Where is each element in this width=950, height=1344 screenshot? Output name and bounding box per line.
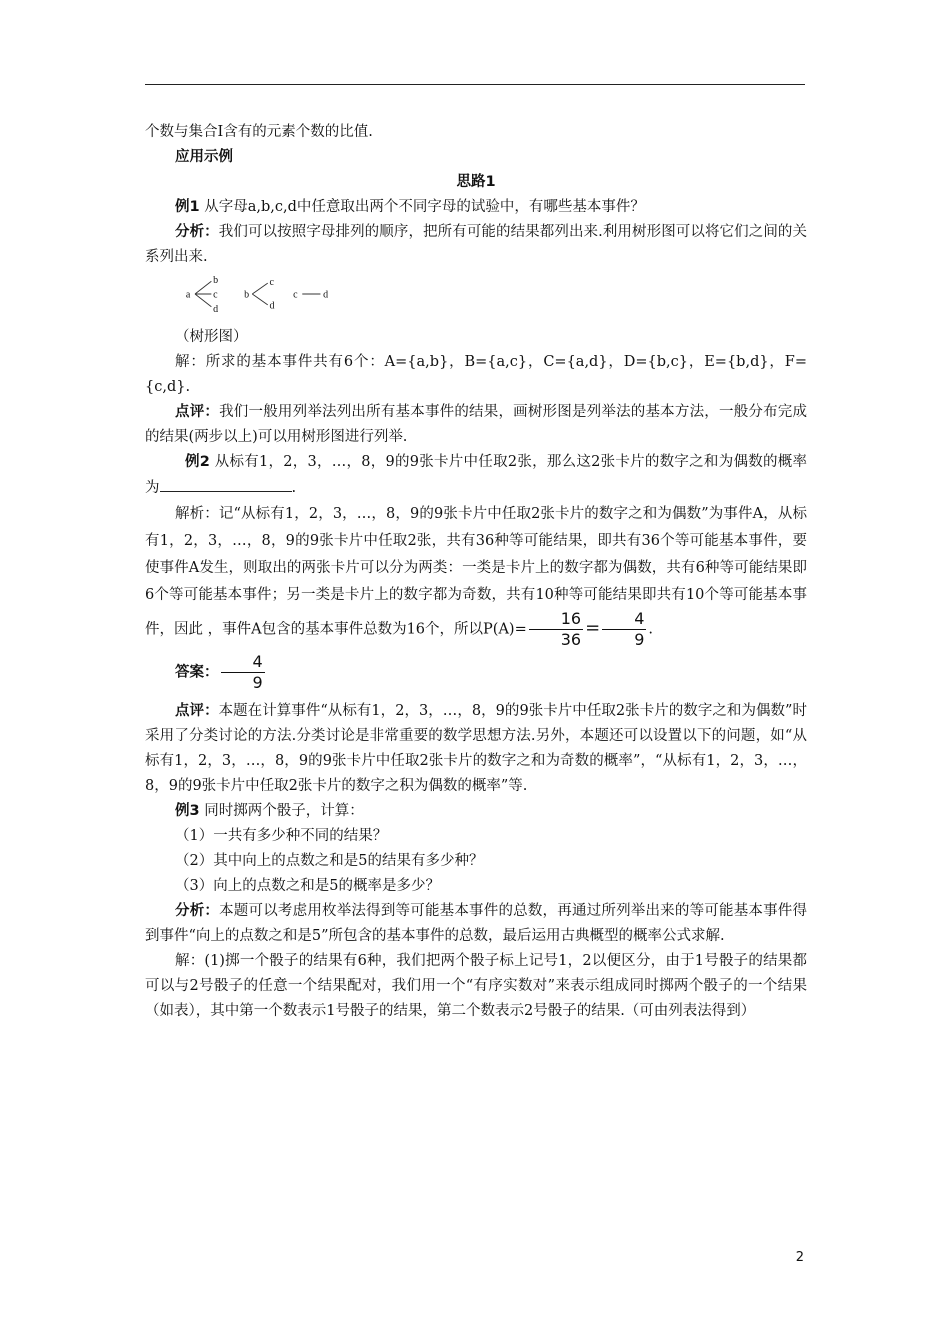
tree-diagram xyxy=(175,274,375,314)
example3-analysis-paragraph xyxy=(145,899,807,949)
example2-solution-end: . xyxy=(648,621,653,638)
example3-solution: 解：(1)掷一个骰子的结果有6种，我们把两个骰子标上记号1，2以便区分，由于1号骰子的结果都可以与2号骰子的任意一个结果配对，我们用一个“有序实数对”来表示组成同时掷两个骰子的一个结果（如表），其中第一个数表示1号骰子的结果，第二个数表示2号骰子的结果.（可由列表法得到） xyxy=(145,953,807,1019)
tree-node: a xyxy=(185,289,191,301)
example1-comment-label: 点评： xyxy=(175,404,220,420)
example1-comment: 我们一般用列举法列出所有基本事件的结果，画树形图是列举法的基本方法，一般分布完成的结果(两步以上)可以用树形图进行列举. xyxy=(145,404,807,445)
tree-node: d xyxy=(213,304,219,314)
example1-question: 从字母a,b,c,d中任意取出两个不同字母的试验中，有哪些基本事件？ xyxy=(204,199,645,215)
example1-solution: 解：所求的基本事件共有6个：A={a,b}，B={a,c}，C={a,d}，D={b,c}，E={b,d}，F={c,d}. xyxy=(145,354,807,395)
example2-comment-label: 点评： xyxy=(175,703,219,719)
intro-line: 个数与集合Ⅰ含有的元素个数的比值. xyxy=(145,124,373,140)
fraction-numerator: 16 xyxy=(529,609,583,630)
example1-question-paragraph xyxy=(145,195,807,220)
example2-comment: 本题在计算事件“从标有1，2，3，…，8，9的9张卡片中任取2张卡片的数字之和为偶数”时采用了分类讨论的方法.分类讨论是非常重要的数学思想方法.另外，本题还可以设置以下的问题，如“从标有1，2，3，…，8，9的9张卡片中任取2张卡片的数字之和为奇数的概率”，“从标有1，2，3，…，8，9的9张卡片中任取2张卡片的数字之积为偶数的概率”等. xyxy=(145,703,807,794)
tree-edge xyxy=(252,294,267,305)
fraction-numerator: 4 xyxy=(602,609,646,630)
example1-analysis-paragraph xyxy=(145,220,807,270)
tree-node: c xyxy=(269,276,274,288)
example3-item: （2）其中向上的点数之和是5的结果有多少种？ xyxy=(175,853,484,869)
tree-node: c xyxy=(213,289,218,301)
example1-analysis: 我们可以按照字母排列的顺序，把所有可能的结果都列出来.利用树形图可以将它们之间的关系列出来. xyxy=(145,224,808,265)
fraction-4-9 xyxy=(602,609,646,650)
example3-question: 同时掷两个骰子，计算： xyxy=(204,803,364,819)
example2-solution: 解析：记“从标有1，2，3，…，8，9的9张卡片中任取2张卡片的数字之和为偶数”为事件A，从标有1，2，3，…，8，9的9张卡片中任取2张，共有36种等可能结果，即共有36个等可能基本事件，要使事件A发生，则取出的两张卡片可以分为两类：一类是卡片上的数字都为偶数，共有6种等可能结果即6个等可能基本事件；另一类是卡片上的数字都为奇数，共有10种等可能结果即共有10个等可能基本事件，因此 ，事件A包含的基本事件总数为16个，所以P(A)= xyxy=(145,506,807,638)
equals-sign: = xyxy=(585,617,601,639)
document-body xyxy=(145,120,807,1024)
example3-label: 例3 xyxy=(175,803,200,819)
example3-analysis: 本题可以考虑用枚举法得到等可能基本事件的总数，再通过所列举出来的等可能基本事件得到事件“向上的点数之和是5”所包含的基本事件的总数，最后运用古典概型的概率公式求解. xyxy=(145,903,807,944)
section-heading: 应用示例 xyxy=(175,149,233,165)
tree-edge xyxy=(195,281,211,294)
answer-blank xyxy=(160,475,292,492)
example3-question-paragraph xyxy=(145,799,807,824)
page-number: 2 xyxy=(795,1250,804,1265)
example2-question: 从标有1，2，3，…，8，9的9张卡片中任取2张，那么这2张卡片的数字之和为偶数的概率为 xyxy=(145,454,807,496)
example2-question-end: . xyxy=(291,480,297,496)
example2-label: 例2 xyxy=(185,454,210,470)
example3-item: （1）一共有多少种不同的结果？ xyxy=(175,828,388,844)
example1-analysis-label: 分析： xyxy=(175,224,219,240)
fraction-denominator: 36 xyxy=(560,630,582,649)
answer-label: 答案： xyxy=(175,664,219,681)
fraction-numerator: 4 xyxy=(221,652,265,673)
fraction-denominator: 9 xyxy=(634,630,645,649)
tree-edge xyxy=(195,294,211,307)
tree-edge xyxy=(252,283,267,294)
example3-item: （3）向上的点数之和是5的概率是多少？ xyxy=(175,878,440,894)
fraction-16-36 xyxy=(529,609,583,650)
tree-node: d xyxy=(323,289,329,301)
tree-node: c xyxy=(293,289,298,301)
fraction-denominator: 9 xyxy=(252,673,263,692)
tree-node: d xyxy=(269,300,275,312)
example2-solution-paragraph xyxy=(145,501,807,650)
example3-analysis-label: 分析： xyxy=(175,903,220,919)
subsection-heading: 思路1 xyxy=(456,174,496,190)
tree-node: b xyxy=(213,275,219,287)
header-rule xyxy=(145,84,805,85)
answer-fraction xyxy=(221,652,265,693)
example2-answer-paragraph xyxy=(145,652,807,693)
example2-comment-paragraph xyxy=(145,699,807,799)
tree-caption: （树形图） xyxy=(175,329,248,345)
example1-label: 例1 xyxy=(175,199,200,215)
tree-node: b xyxy=(244,289,250,301)
example2-question-paragraph xyxy=(145,450,807,501)
example1-comment-paragraph xyxy=(145,400,807,450)
